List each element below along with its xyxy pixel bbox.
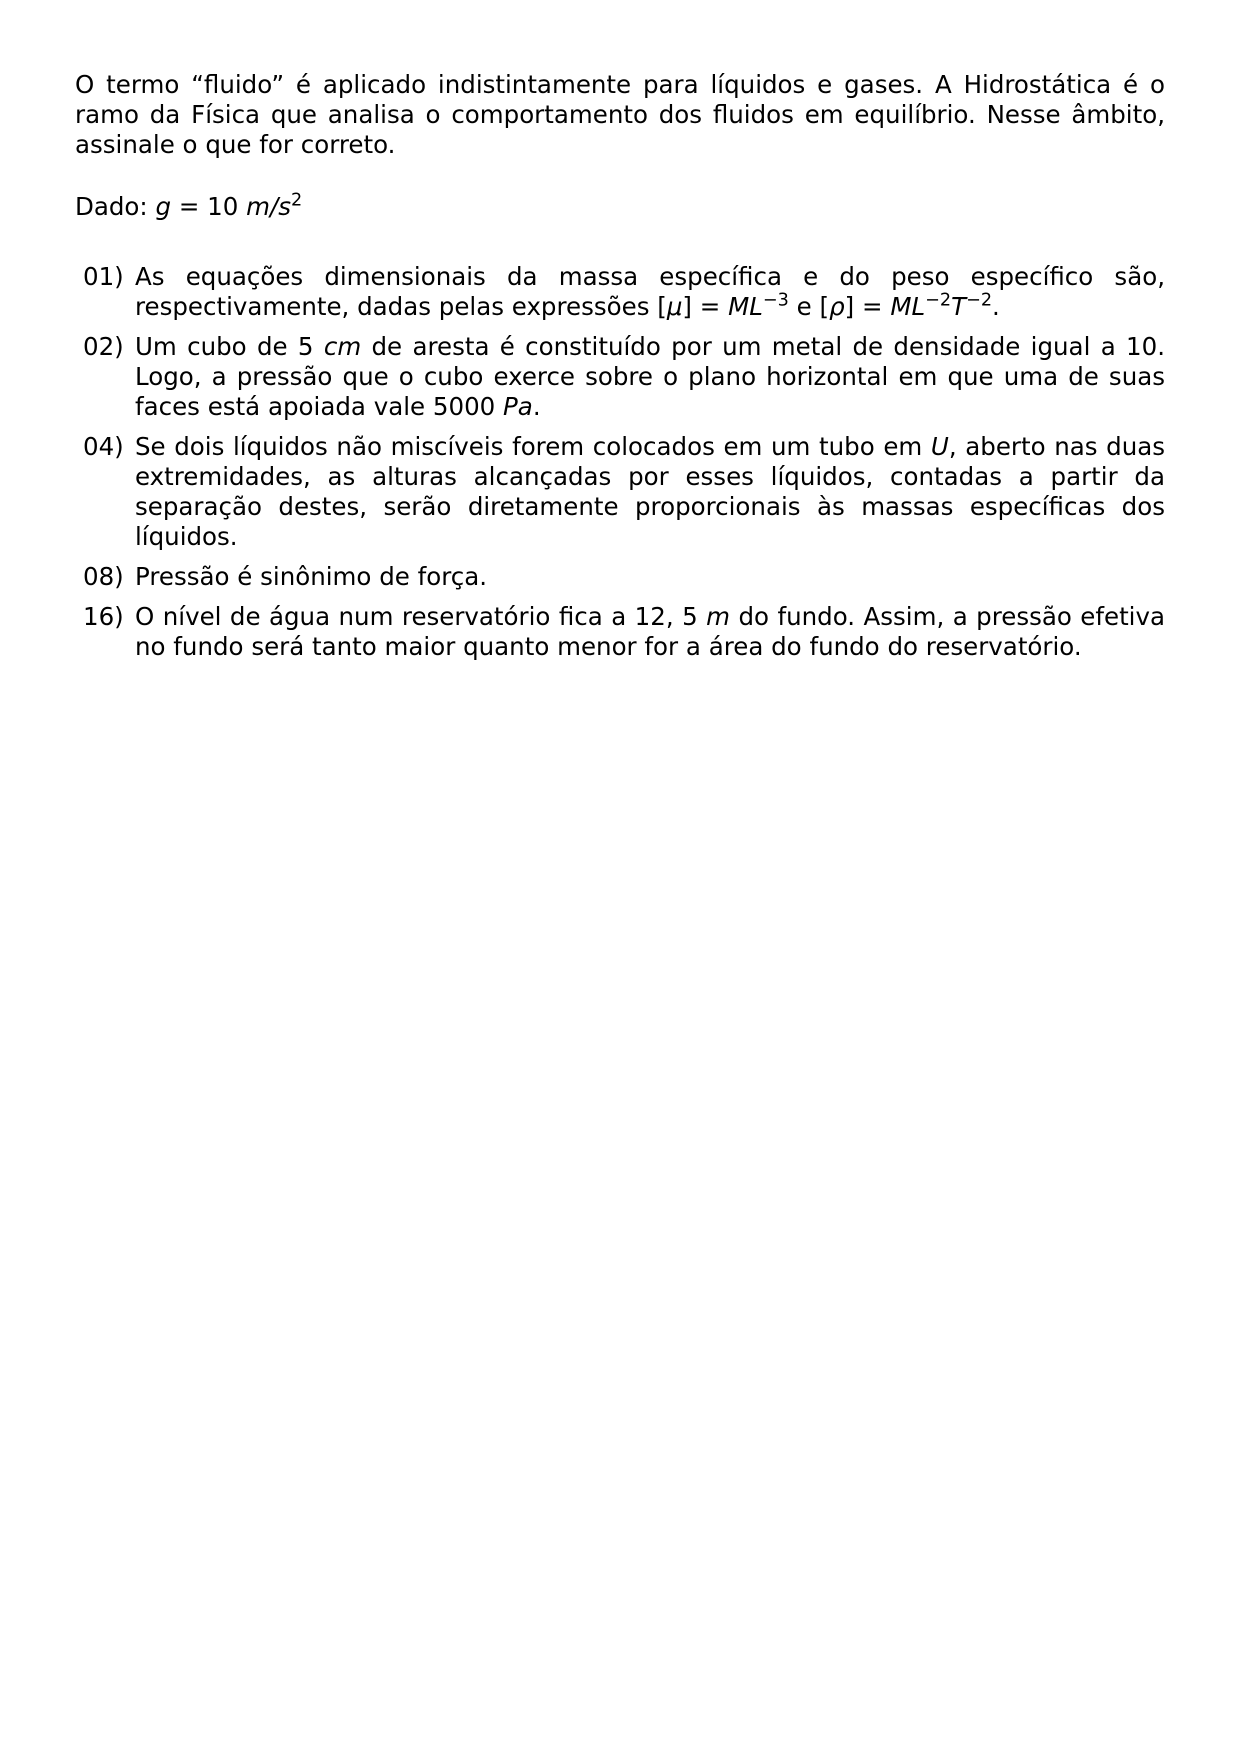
alternative-text (135, 332, 1165, 422)
equals-sign: ] = (844, 292, 891, 321)
alternative-16 (75, 602, 1165, 662)
rho-symbol: ρ (829, 292, 845, 321)
exponent: −3 (762, 290, 789, 311)
alternative-16-text-b: do fundo. Assim, a pressão efetiva no fundo será tanto maior quanto menor for a área do fundo do reservatório. (135, 602, 1165, 661)
alternative-16-text-a: O nível de água num reservatório fica a 12, 5 (135, 602, 707, 631)
alternative-02-text-b: de aresta é constituído por um metal de densidade igual a 10. Logo, a pressão que o cubo exerce sobre o plano horizontal em que uma de suas faces está apoiada vale 5000 (135, 332, 1165, 421)
gravity-symbol: g (155, 192, 172, 221)
alternative-text (135, 432, 1165, 552)
alternative-01-text-a: As equações dimensionais da massa específica e do peso específico são, respectivamente, dadas pelas expressões [ (135, 262, 1165, 321)
gravity-unit: m/s (246, 192, 292, 221)
alternative-04-text-a: Se dois líquidos não miscíveis forem colocados em um tubo em (135, 432, 931, 461)
unit-m: m (706, 602, 731, 631)
alternative-number: 04) (83, 432, 124, 461)
question-intro: O termo “fluido” é aplicado indistintamente para líquidos e gases. A Hidrostática é o ramo da Física que analisa o comportamento dos fluidos em equilíbrio. Nesse âmbito, assinale o que for correto. (75, 70, 1165, 159)
gravity-value: = 10 (171, 192, 247, 221)
question-page (75, 70, 1165, 672)
dimension-t: T (951, 292, 967, 321)
alternative-01 (75, 262, 1165, 322)
alternative-number: 16) (83, 602, 124, 631)
alternative-number: 01) (83, 262, 124, 291)
connector-text: e [ (788, 292, 830, 321)
alternatives-list (75, 262, 1165, 662)
alternative-text: Pressão é sinônimo de força. (135, 562, 488, 591)
mu-symbol: μ (666, 292, 683, 321)
alternative-text (135, 602, 1165, 662)
unit-cm: cm (323, 332, 362, 361)
alternative-text (135, 262, 1165, 322)
alternative-08 (75, 562, 1165, 592)
u-tube-symbol: U (930, 432, 949, 461)
alternative-number: 08) (83, 562, 124, 591)
exponent: −2 (966, 290, 993, 311)
alternative-04-text-b: , aberto nas duas extremidades, as alturas alcançadas por esses líquidos, contadas a partir da separação destes, serão diretamente proporcionais às massas específicas dos líquidos. (135, 432, 1165, 551)
given-label: Dado: (75, 192, 148, 221)
given-data (75, 192, 1165, 222)
equals-sign: ] = (682, 292, 729, 321)
dimension-ml: ML (890, 292, 926, 321)
period: . (532, 392, 541, 421)
alternative-02-text-a: Um cubo de 5 (135, 332, 324, 361)
dimension-ml: ML (728, 292, 763, 321)
gravity-unit-exponent: 2 (291, 190, 303, 211)
exponent: −2 (925, 290, 952, 311)
alternative-04 (75, 432, 1165, 552)
unit-pa: Pa (503, 392, 533, 421)
alternative-number: 02) (83, 332, 124, 361)
alternative-02 (75, 332, 1165, 422)
period: . (992, 292, 1000, 321)
